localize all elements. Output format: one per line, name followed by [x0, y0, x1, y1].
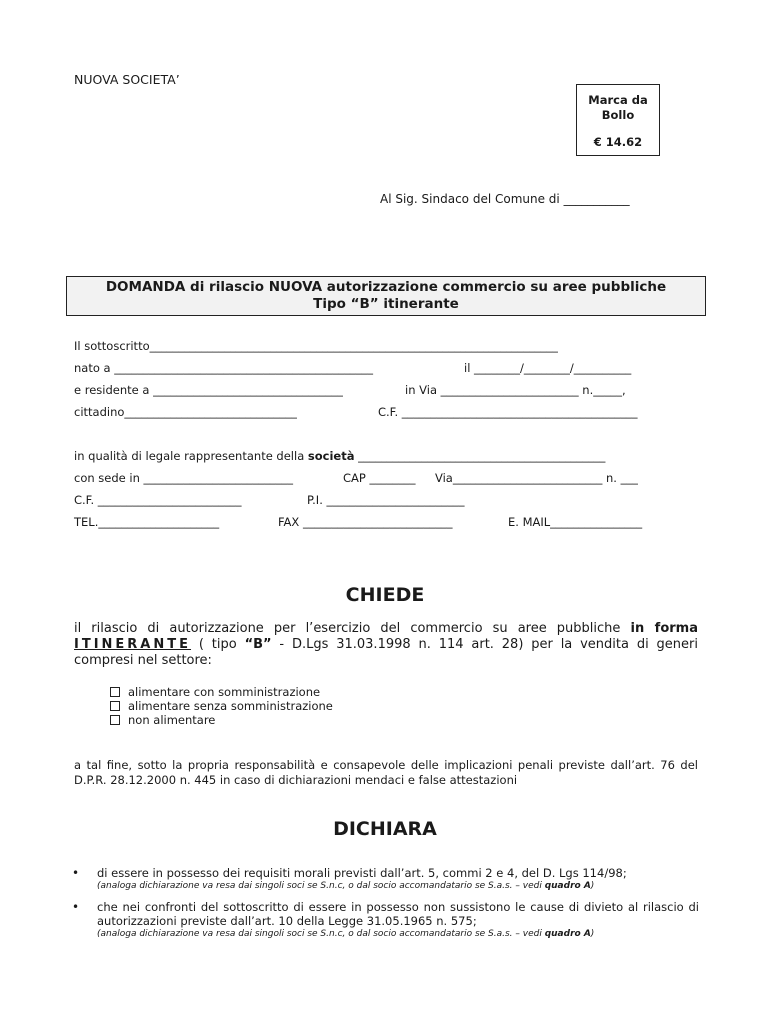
birthplace-field[interactable]: nato a _____________________________________________ [74, 361, 373, 375]
email-field[interactable]: E. MAIL________________ [508, 515, 643, 529]
note-text: (analoga dichiarazione va resa dai singoli soci se S.n.c, o dal socio accomandatario se S.a.s. – vedi [97, 929, 545, 939]
applicant-name-field[interactable]: Il sottoscritto_______________________________________________________________________ [74, 339, 558, 353]
bullet-icon: • [72, 900, 80, 914]
responsibility-statement: a tal fine, sotto la propria responsabilità e consapevole delle implicazioni penali previste dall’art. 76 del D.P.R. 28.12.2000 n. 445 in caso di dichiarazioni mendaci e false attestazioni [74, 758, 698, 787]
role-bold: società [307, 449, 355, 463]
note-bold: quadro A [544, 881, 591, 891]
request-paragraph [74, 621, 698, 669]
declaration-note [97, 928, 699, 940]
legal-representative-line[interactable] [74, 449, 605, 463]
itinerant-label: ITINERANTE [74, 637, 192, 652]
note-bold: quadro A [544, 929, 591, 939]
bullet-icon: • [72, 866, 80, 880]
request-bold-1: in forma [630, 621, 699, 636]
form-title-line-1: DOMANDA di rilascio NUOVA autorizzazione commercio su aree pubbliche [105, 279, 667, 295]
role-prefix: in qualità di legale rappresentante della [74, 449, 308, 463]
request-bold-2: “B” [244, 637, 272, 652]
company-name-field[interactable]: ___________________________________________ [354, 449, 606, 463]
citizenship-field[interactable]: cittadino______________________________ [74, 405, 297, 419]
note-text: (analoga dichiarazione va resa dai singoli soci se S.n.c, o dal socio accomandatario se S.a.s. – vedi [97, 881, 545, 891]
tax-code-field[interactable]: C.F. _________________________________________ [378, 405, 638, 419]
form-title-box [66, 276, 706, 316]
checkbox-icon[interactable] [110, 687, 120, 697]
declaration-text: che nei confronti del sottoscritto di essere in possesso non sussistono le cause di divieto al rilascio di autorizzazioni previste dall’art. 10 della Legge 31.05.1965 n. 575; [97, 900, 699, 928]
revenue-stamp-box [576, 84, 660, 156]
request-text-2a: ( tipo [191, 637, 245, 652]
stamp-price: € 14.62 [593, 135, 643, 149]
option-label: alimentare con somministrazione [128, 685, 321, 699]
vat-field[interactable]: P.I. ________________________ [307, 493, 465, 507]
declaration-note [97, 880, 699, 892]
option-non-food[interactable] [110, 713, 215, 727]
checkbox-icon[interactable] [110, 701, 120, 711]
fax-field[interactable]: FAX __________________________ [278, 515, 453, 529]
telephone-field[interactable]: TEL._____________________ [74, 515, 220, 529]
option-label: non alimentare [128, 713, 216, 727]
company-street-field[interactable]: Via__________________________ n. ___ [435, 471, 638, 485]
declaration-heading: DICHIARA [333, 818, 437, 840]
request-text-2b: - D.Lgs 31.03.1998 n. 114 art. 28) per la vendita di generi compresi nel settore: [74, 637, 698, 668]
form-title-line-2: Tipo “B” itinerante [313, 296, 459, 312]
stamp-line-2: Bollo [601, 108, 635, 122]
option-food-without-service[interactable] [110, 699, 333, 713]
declaration-text: di essere in possesso dei requisiti morali previsti dall’art. 5, commi 2 e 4, del D. Lgs 114/98; [97, 866, 627, 880]
stamp-line-1: Marca da [588, 93, 648, 107]
declaration-item [97, 900, 699, 940]
option-food-with-service[interactable] [110, 685, 320, 699]
request-heading: CHIEDE [345, 584, 425, 606]
addressee-line: Al Sig. Sindaco del Comune di ___________ [380, 192, 630, 206]
option-label: alimentare senza somministrazione [128, 699, 333, 713]
checkbox-icon[interactable] [110, 715, 120, 725]
request-text-1: il rilascio di autorizzazione per l’esercizio del commercio su aree pubbliche [74, 621, 631, 636]
company-tax-code-field[interactable]: C.F. _________________________ [74, 493, 242, 507]
company-label: NUOVA SOCIETA’ [74, 72, 180, 87]
note-end: ) [590, 881, 595, 891]
street-field[interactable]: in Via ________________________ n._____, [405, 383, 626, 397]
postcode-field[interactable]: CAP ________ [343, 471, 416, 485]
birthdate-field[interactable]: il ________/________/__________ [464, 361, 632, 375]
residence-field[interactable]: e residente a _________________________________ [74, 383, 343, 397]
note-end: ) [590, 929, 595, 939]
company-hq-field[interactable]: con sede in __________________________ [74, 471, 294, 485]
declaration-item [97, 866, 699, 892]
